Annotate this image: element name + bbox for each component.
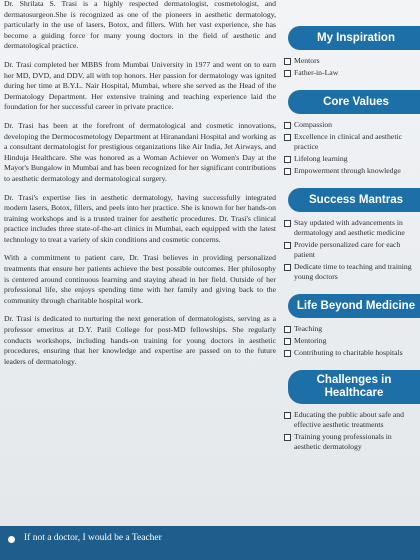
item-text: Empowerment through knowledge	[294, 166, 401, 175]
item-text: Excellence in clinical and aesthetic practice	[294, 132, 402, 151]
section-life-beyond-medicine	[282, 294, 420, 358]
section-title: Success Mantras	[288, 188, 420, 212]
section-challenges	[282, 370, 420, 452]
list-item	[282, 240, 420, 260]
item-text: Compassion	[294, 120, 333, 129]
bio-paragraph-3: Dr. Trasi has been at the forefront of dermatological and cosmetic innovations, developing the Dermocosmetology Department at Hiranandani Hospital and working as a consultant dermatologist for prestigious organizations like Air India, Jet Airways, and Hinduja Healthcare. She was honored as a Woman Achiever on Women's Day at the Mayor's Bungalow in Mumbai and has been recognized for her significant contributions to aesthetic dermatology and dermatological surgery.	[4, 120, 276, 183]
checkbox-bullet-icon	[284, 412, 291, 419]
item-list	[282, 56, 420, 78]
item-text: Stay updated with advancements in dermatology and aesthetic medicine	[294, 218, 405, 237]
checkbox-bullet-icon	[284, 434, 291, 441]
bullet-dot-icon	[8, 536, 15, 543]
checkbox-bullet-icon	[284, 220, 291, 227]
list-item	[282, 154, 420, 164]
section-core-values	[282, 90, 420, 176]
checkbox-bullet-icon	[284, 70, 291, 77]
item-list	[282, 218, 420, 282]
checkbox-bullet-icon	[284, 326, 291, 333]
list-item	[282, 336, 420, 346]
section-title: My Inspiration	[288, 26, 420, 50]
item-text: Training young professionals in aesthetic dermatology	[294, 432, 392, 451]
checkbox-bullet-icon	[284, 264, 291, 271]
list-item	[282, 410, 420, 430]
item-list	[282, 120, 420, 176]
item-text: Teaching	[294, 324, 323, 333]
section-success-mantras	[282, 188, 420, 282]
bio-paragraph-5: With a commitment to patient care, Dr. Trasi believes in providing personalized treatments that ensure her patients achieve the best possible outcomes. Her philosophy is centered around continuous learning and staying ahead in her field. Outside of her professional life, she enjoys spending time with her family and giving back to the community through charitable hospital work.	[4, 253, 276, 305]
section-title: Core Values	[288, 90, 420, 114]
footer-banner	[0, 526, 420, 560]
checkbox-bullet-icon	[284, 156, 291, 163]
bio-paragraph-6: Dr. Trasi is dedicated to nurturing the next generation of dermatologists, serving as a professor emeritus at D.Y. Patil College for post-MD fellowships. She regularly conducts workshops, including hands-on training for young doctors in aesthetic procedures, ensuring that her knowledge and expertise are passed on to the future leaders of dermatology.	[4, 314, 276, 366]
section-inspiration	[282, 26, 420, 78]
item-text: Father-in-Law	[294, 68, 339, 77]
checkbox-bullet-icon	[284, 58, 291, 65]
footer-text: If not a doctor, I would be a Teacher	[24, 533, 162, 543]
list-item	[282, 262, 420, 282]
list-item	[282, 120, 420, 130]
section-title: Life Beyond Medicine	[288, 294, 420, 318]
item-list	[282, 324, 420, 358]
list-item	[282, 132, 420, 152]
list-item	[282, 432, 420, 452]
item-text: Educating the public about safe and effective aesthetic treatments	[294, 410, 404, 429]
item-text: Provide personalized care for each patient	[294, 240, 401, 259]
checkbox-bullet-icon	[284, 242, 291, 249]
item-text: Mentoring	[294, 336, 327, 345]
checkbox-bullet-icon	[284, 338, 291, 345]
item-text: Contributing to charitable hospitals	[294, 348, 403, 357]
bio-paragraph-2: Dr. Trasi completed her MBBS from Mumbai University in 1977 and went on to earn her MD, DVD, and DDV, all with top honors. Her passion for dermatology was ignited during her time at B.Y.L. Nair Hospital, Mumbai, where she served as the Head of the Dermatology Department. Her extensive training and teaching experience laid the foundation for her successful career in private practice.	[4, 59, 276, 112]
section-title: Challenges in Healthcare	[288, 370, 420, 404]
biography-column	[4, 0, 276, 522]
item-text: Mentors	[294, 56, 320, 65]
list-item	[282, 324, 420, 334]
item-list	[282, 410, 420, 452]
list-item	[282, 218, 420, 238]
sidebar	[282, 26, 420, 464]
list-item	[282, 348, 420, 358]
item-text: Lifelong learning	[294, 154, 348, 163]
list-item	[282, 56, 420, 66]
bio-paragraph-4: Dr. Trasi's expertise lies in aesthetic dermatology, having successfully integrated modern lasers, Botox, fillers, and peels into her practice. She is known for her hands-on training workshops and is a trusted trainer for aesthetic procedures. Dr. Trasi's clinical practice includes three state-of-the-art clinics in Mumbai, each equipped with the latest technology to treat a variety of skin conditions and cosmetic concerns.	[4, 192, 276, 244]
item-text: Dedicate time to teaching and training young doctors	[294, 262, 412, 281]
bio-paragraph-1: Dr. Shrilata S. Trasi is a highly respected dermatologist, cosmetologist, and dermatosurgeon.She is recognized as one of the pioneers in aesthetic dermatology, particularly in the use of lasers, Botox, and fillers. With her vast experience, she has become a guiding force for many young doctors in the field of aesthetic and dermatological practice.	[4, 0, 276, 51]
list-item	[282, 68, 420, 78]
checkbox-bullet-icon	[284, 134, 291, 141]
checkbox-bullet-icon	[284, 122, 291, 129]
checkbox-bullet-icon	[284, 168, 291, 175]
list-item	[282, 166, 420, 176]
checkbox-bullet-icon	[284, 350, 291, 357]
